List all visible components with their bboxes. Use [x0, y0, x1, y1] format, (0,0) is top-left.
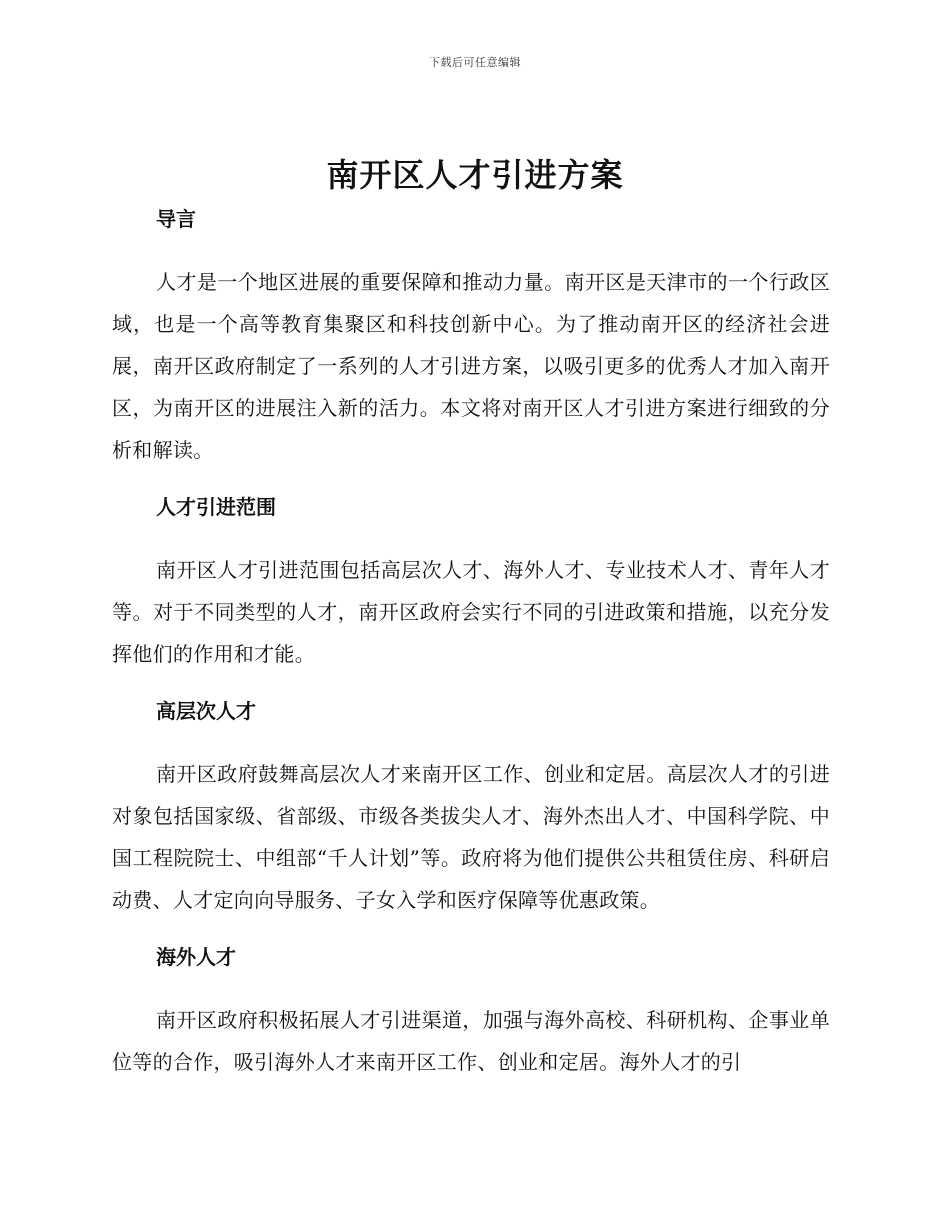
section-intro	[112, 205, 830, 471]
header-note: 下载后可任意编辑	[429, 56, 521, 69]
section-paragraph: 南开区政府鼓舞高层次人才来南开区工作、创业和定居。高层次人才的引进对象包括国家级、省部级、市级各类拔尖人才、海外杰出人才、中国科学院、中国工程院院士、中组部“千人计划”等。政府将为他们提供公共租赁住房、科研启动费、人才定向向导服务、子女入学和医疗保障等优惠政策。	[112, 762, 830, 912]
document-body	[112, 205, 830, 1105]
section-high-level-talent	[112, 697, 830, 921]
section-heading: 高层次人才	[156, 699, 256, 723]
section-heading: 导言	[156, 207, 196, 231]
section-paragraph: 南开区人才引进范围包括高层次人才、海外人才、专业技术人才、青年人才等。对于不同类型的人才，南开区政府会实行不同的引进政策和措施，以充分发挥他们的作用和才能。	[112, 558, 830, 666]
document-title: 南开区人才引进方案	[326, 156, 624, 194]
section-paragraph: 南开区政府积极拓展人才引进渠道，加强与海外高校、科研机构、企事业单位等的合作，吸引海外人才来南开区工作、创业和定居。海外人才的引	[112, 1008, 830, 1074]
section-overseas-talent	[112, 943, 830, 1083]
section-talent-scope	[112, 493, 830, 675]
section-heading: 海外人才	[156, 945, 236, 969]
section-heading: 人才引进范围	[156, 495, 276, 519]
section-paragraph: 人才是一个地区进展的重要保障和推动力量。南开区是天津市的一个行政区域，也是一个高等教育集聚区和科技创新中心。为了推动南开区的经济社会进展，南开区政府制定了一系列的人才引进方案，以吸引更多的优秀人才加入南开区，为南开区的进展注入新的活力。本文将对南开区人才引进方案进行细致的分析和解读。	[112, 270, 830, 462]
